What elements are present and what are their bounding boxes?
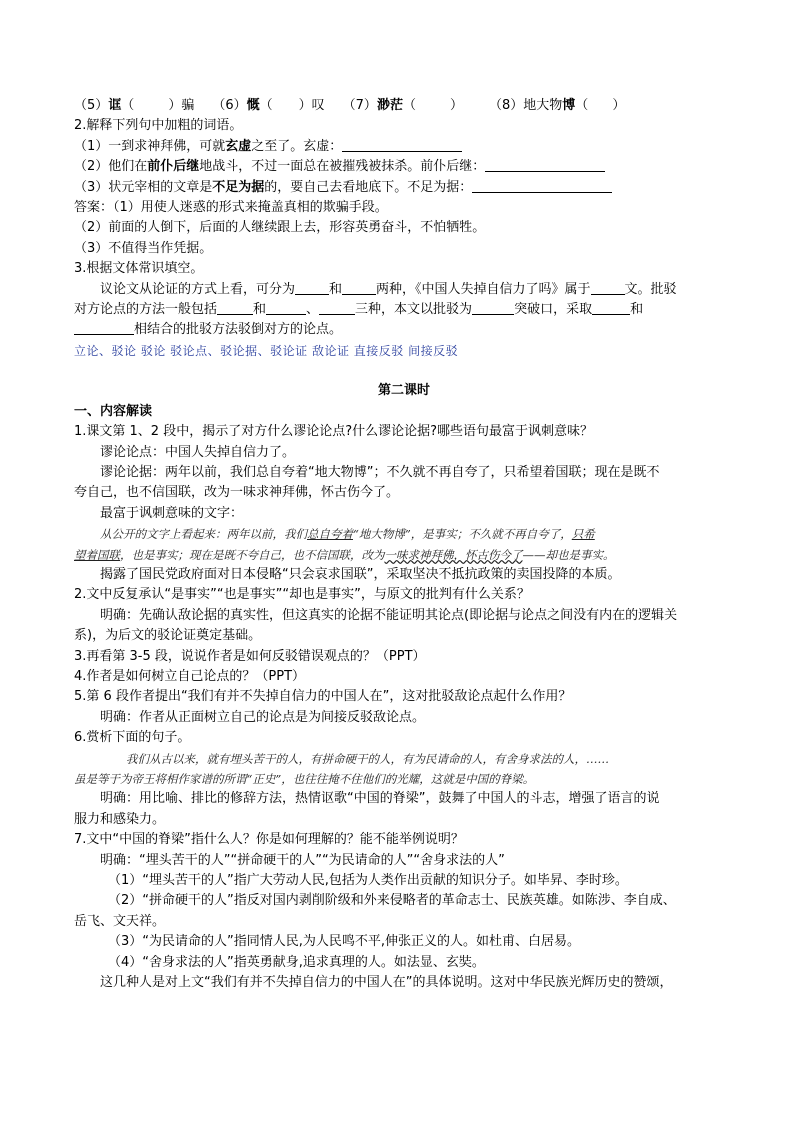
open-paren: （ <box>121 98 135 113</box>
s3-bold: 不足为据 <box>212 179 265 195</box>
q3-p2b: 和 <box>253 302 267 318</box>
q3-p1d: 文。批驳 <box>624 281 677 297</box>
item-8-pre: 地大物 <box>523 98 563 113</box>
quote1-u1: 总自夸着 <box>307 527 353 542</box>
q3-line-3 <box>74 320 734 340</box>
quote1-u2: 只希 <box>571 527 595 542</box>
s2-post: 地战斗，不过一面总在被摧残被抹杀。前仆后继： <box>199 159 486 175</box>
s2-bold: 前仆后继 <box>147 159 200 175</box>
q2-sentence-3 <box>74 178 734 198</box>
blank-q3-3[interactable] <box>591 280 625 295</box>
lq6-a: 明确：用比喻、排比的修辞方法，热情讴歌“中国的脊梁”，鼓舞了中国人的斗志，增强了语言的说 <box>100 791 660 807</box>
item-7-char: 渺茫 <box>376 98 403 113</box>
open-paren: （ <box>575 98 589 113</box>
lesson-heading: 第二课时 <box>377 383 430 399</box>
quote-1-line-1 <box>74 524 734 544</box>
blank-q3-6[interactable] <box>319 300 355 315</box>
open-paren: （ <box>259 98 273 113</box>
blank-q3-2[interactable] <box>342 280 376 295</box>
item-6-post: ）叹 <box>298 98 325 113</box>
q3-p2c: 、 <box>306 302 320 318</box>
lq7-end: 这几种人是对上文“我们有并不失掉自信力的中国人在”的具体说明。这对中华民族光辉历史的赞颂， <box>100 975 673 991</box>
blank-q3-4[interactable] <box>217 300 253 315</box>
lq5: 5.第 6 段作者提出“我们有并不失掉自信力的中国人在”，这对批驳敌论点起什么作用？ <box>74 689 572 705</box>
q3-p2f: 和 <box>630 302 644 318</box>
q2-answer-2: （2）前面的人倒下，后面的人继续跟上去，形容英勇奋斗，不怕牺牲。 <box>74 220 486 236</box>
lq7-4: （4）“舍身求法的人”指英勇献身,追求真理的人。如法显、玄奘。 <box>108 954 485 970</box>
q3-p1c: 两种，《中国人失掉自信力了吗》属于 <box>376 281 591 297</box>
blank-q3-8[interactable] <box>592 300 630 315</box>
blank-qianpuhouji[interactable] <box>485 157 605 172</box>
quote1-d: ——却也是事实。 <box>522 547 615 562</box>
q3-p2e: 突破口，采取 <box>514 302 593 318</box>
blank-buzuweiju[interactable] <box>472 178 612 193</box>
lq3: 3.再看第 3-5 段，说说作者是如何反驳错误观点的？（PPT） <box>74 648 426 664</box>
lq7-a: 明确：“埋头苦干的人”“拼命硬干的人”“为民请命的人”“舍身求法的人” <box>100 852 505 868</box>
quote1-u2b: 望着国联 <box>74 547 120 562</box>
lq1-a3: 最富于讽刺意味的文字： <box>100 505 244 521</box>
q3-title: 3.根据文体常识填空。 <box>74 261 204 277</box>
item-7-post: ） <box>449 98 463 113</box>
blank-xuanxu[interactable] <box>342 137 462 152</box>
item-8-char: 博 <box>562 98 576 113</box>
item-5-char: 诓 <box>108 98 122 113</box>
item-6-char: 慨 <box>246 98 260 113</box>
lq4: 4.作者是如何树立自己论点的？（PPT） <box>74 668 306 684</box>
lq2: 2.文中反复承认“是事实”“也是事实”“却也是事实”，与原文的批判有什么关系？ <box>74 587 530 603</box>
lq2-a: 明确：先确认敌论据的真实性，但这真实的论据不能证明其论点(即论据与论点之间没有内在的逻辑关 <box>100 607 678 623</box>
q3-p2d: 三种，本文以批驳为 <box>355 302 473 318</box>
blank-q3-7[interactable] <box>472 300 514 315</box>
s3-post: 的，要自己去看地底下。不足为据： <box>264 179 473 195</box>
q2-sentence-2 <box>74 157 734 177</box>
quote1-a: 从公开的文字上看起来：两年以前，我们 <box>100 527 307 542</box>
item-5-number: （5） <box>74 98 109 113</box>
lq5-a: 明确：作者从正面树立自己的论点是为间接反驳敌论点。 <box>100 709 426 725</box>
item-7-number: （7） <box>342 98 377 113</box>
open-paren: （ <box>402 98 416 113</box>
blank-q3-9[interactable] <box>74 320 134 335</box>
quote1-wavy: 一味求神拜佛，怀古伤今了 <box>384 547 523 562</box>
lq7: 7.文中“中国的脊梁”指什么人？你是如何理解的？能不能举例说明？ <box>74 832 464 848</box>
item-6-number: （6） <box>212 98 247 113</box>
quote-2-line-1: 我们从古以来，就有埋头苦干的人，有拼命硬干的人，有为民请命的人，有舍身求法的人，…… <box>126 751 609 766</box>
document-page <box>74 96 734 993</box>
q2-answer-1: 答案：（1）用使人迷惑的形式来掩盖真相的欺骗手段。 <box>74 200 388 216</box>
quote1-b: “地大物博”，是事实；不久就不再自夸了， <box>353 527 572 542</box>
blank-q3-5[interactable] <box>266 300 306 315</box>
s3-pre: （3）状元宰相的文章是 <box>74 179 213 195</box>
blank-q3-1[interactable] <box>295 280 329 295</box>
q3-answer: 立论、驳论 驳论 驳论点、驳论据、驳论证 敌论证 直接反驳 间接反驳 <box>74 343 459 358</box>
s2-pre: （2）他们在 <box>74 159 148 175</box>
q3-p2a: 对方论点的方法一般包括 <box>74 302 218 318</box>
s1-bold: 玄虚 <box>225 138 252 154</box>
quote-2-line-2: 虽是等于为帝王将相作家谱的所谓“正史”，也往往掩不住他们的光耀，这就是中国的脊梁。 <box>74 772 535 786</box>
q3-p3: 相结合的批驳方法驳倒对方的论点。 <box>134 322 343 338</box>
item-8-post: ） <box>612 98 626 113</box>
q2-sentence-1 <box>74 137 734 157</box>
lq6-ab: 服力和感染力。 <box>74 811 166 827</box>
q3-p1b: 和 <box>329 281 343 297</box>
quote1-c: ，也是事实；现在是既不夸自己，也不信国联，改为 <box>120 547 385 562</box>
q3-p1a: 议论文从论证的方式上看，可分为 <box>100 281 296 297</box>
lq1-a2: 谬论论据：两年以前，我们总自夸着“地大物博”；不久就不再自夸了，只希望着国联；现在是既不 <box>100 464 660 480</box>
q2-answer-3: （3）不值得当作凭据。 <box>74 240 213 256</box>
lq1-a1: 谬论论点：中国人失掉自信力了。 <box>100 444 296 460</box>
lq7-2: （2）“拼命硬干的人”指反对国内剥削阶级和外来侵略者的革命志士、民族英雄。如陈涉、李自成、 <box>108 893 676 909</box>
lq1-a2b: 夸自己，也不信国联，改为一味求神拜佛，怀古伤今了。 <box>74 485 400 501</box>
section-heading: 一、内容解读 <box>74 403 153 419</box>
lq7-2b: 岳飞、文天祥。 <box>74 913 166 929</box>
s1-post: 之至了。玄虚： <box>251 138 343 154</box>
quote-1-line-2 <box>74 545 734 565</box>
q3-line-1 <box>74 280 734 300</box>
lq6: 6.赏析下面的句子。 <box>74 730 191 746</box>
q3-line-2 <box>74 300 734 320</box>
q2-title: 2.解释下列句中加粗的词语。 <box>74 118 243 134</box>
q1-items-line <box>74 96 734 116</box>
item-8-number: （8） <box>488 98 524 113</box>
item-5-post: ）骗 <box>168 98 195 113</box>
s1-pre: （1）一到求神拜佛，可就 <box>74 138 226 154</box>
lq7-1: （1）“埋头苦干的人”指广大劳动人民,包括为人类作出贡献的知识分子。如毕昇、李时珍。 <box>108 873 628 889</box>
lq7-3: （3）“为民请命的人”指同情人民,为人民鸣不平,伸张正义的人。如杜甫、白居易。 <box>108 934 581 950</box>
lq1-a4: 揭露了国民党政府面对日本侵略“只会哀求国联”，采取坚决不抵抗政策的卖国投降的本质。 <box>100 566 621 582</box>
lq1: 1.课文第 1、2 段中，揭示了对方什么谬论论点?什么谬论论据?哪些语句最富于讽刺意味？ <box>74 424 594 440</box>
lq2-ab: 系)，为后文的驳论证奠定基础。 <box>74 628 262 644</box>
